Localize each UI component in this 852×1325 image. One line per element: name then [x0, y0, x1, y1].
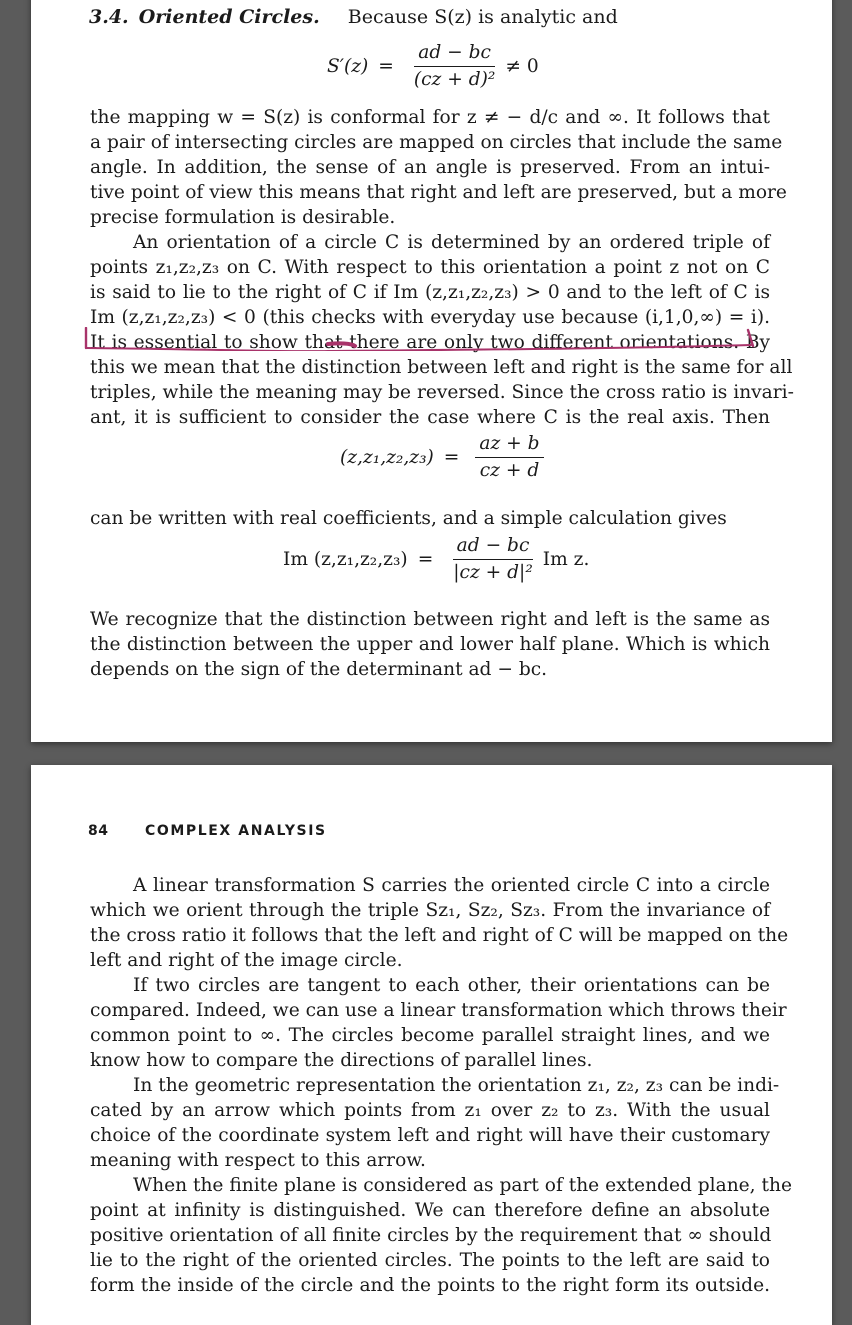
document-page-2: [31, 765, 832, 1325]
document-page-1: [31, 0, 832, 742]
text-line: common point to ∞. The circles become parallel straight lines, and we: [90, 1025, 770, 1046]
equation-relation: ≠ 0: [505, 56, 539, 77]
text-line: A linear transformation S carries the oriented circle C into a circle: [133, 875, 770, 896]
equation-lhs: S′(z): [327, 56, 369, 77]
equation-lhs: Im (z,z₁,z₂,z₃): [283, 549, 408, 570]
text-line: If two circles are tangent to each other, their orientations can be: [133, 975, 770, 996]
text-line: depends on the sign of the determinant ad − bc.: [90, 659, 548, 680]
text-line: is said to lie to the right of C if Im (z,z₁,z₂,z₃) > 0 and to the left of C is: [90, 282, 770, 303]
text-line: In the geometric representation the orientation z₁, z₂, z₃ can be indi-: [133, 1075, 780, 1096]
text-line: precise formulation is desirable.: [90, 207, 396, 228]
text-line: the mapping w = S(z) is conformal for z ≠ − d/c and ∞. It follows that: [90, 107, 770, 128]
running-head-title: COMPLEX ANALYSIS: [144, 823, 327, 839]
text-line: angle. In addition, the sense of an angle is preserved. From an intui-: [90, 157, 770, 178]
equation-lhs: (z,z₁,z₂,z₃): [340, 447, 434, 468]
fraction-denominator: cz + d: [479, 460, 540, 481]
equation-imaginary-part: [283, 535, 589, 584]
running-head: [88, 823, 327, 839]
equation-equals: =: [417, 549, 434, 570]
equation-fraction: [410, 42, 499, 91]
text-line: cated by an arrow which points from z₁ over z₂ to z₃. With the usual: [90, 1100, 770, 1121]
text-line: form the inside of the circle and the points to the right form its outside.: [90, 1275, 770, 1296]
equation-equals: =: [378, 56, 394, 77]
text-line: a pair of intersecting circles are mapped on circles that include the same: [90, 132, 783, 153]
text-line: tive point of view this means that right and left are preserved, but a more: [90, 182, 787, 203]
equation-fraction: [475, 433, 543, 482]
equation-derivative: [327, 42, 539, 91]
text-line: choice of the coordinate system left and right will have their customary: [90, 1125, 770, 1146]
text-line: the cross ratio it follows that the left and right of C will be mapped on the: [90, 925, 789, 946]
equation-fraction: [449, 535, 537, 584]
section-heading: [89, 5, 618, 29]
fraction-denominator: |cz + d|²: [453, 562, 533, 583]
text-line: When the finite plane is considered as part of the extended plane, the: [133, 1175, 792, 1196]
fraction-numerator: ad − bc: [414, 42, 495, 67]
heading-lead-text: Because S(z) is analytic and: [347, 6, 618, 28]
text-line: triples, while the meaning may be reversed. Since the cross ratio is invari-: [90, 382, 794, 403]
highlighted-text-line: It is essential to show that there are only two different orientations. By: [90, 332, 770, 353]
equation-rhs: Im z.: [542, 549, 590, 570]
text-line: lie to the right of the oriented circles. The points to the left are said to: [90, 1250, 770, 1271]
section-number: 3.4.: [89, 6, 129, 28]
text-line: left and right of the image circle.: [90, 950, 403, 971]
text-line: this we mean that the distinction between left and right is the same for all: [90, 357, 793, 378]
text-line: can be written with real coefficients, and a simple calculation gives: [90, 508, 727, 529]
equation-cross-ratio: [340, 433, 550, 482]
equation-equals: =: [443, 447, 460, 468]
fraction-denominator: (cz + d)²: [413, 69, 496, 90]
text-line: Im (z,z₁,z₂,z₃) < 0 (this checks with everyday use because (i,1,0,∞) = i).: [90, 307, 770, 328]
text-line: point at infinity is distinguished. We can therefore define an absolute: [90, 1200, 770, 1221]
text-line: compared. Indeed, we can use a linear transformation which throws their: [90, 1000, 787, 1021]
text-line: An orientation of a circle C is determined by an ordered triple of: [133, 232, 770, 253]
text-line: ant, it is sufficient to consider the case where C is the real axis. Then: [90, 407, 770, 428]
text-line: know how to compare the directions of parallel lines.: [90, 1050, 593, 1071]
fraction-numerator: az + b: [475, 433, 543, 458]
text-line: meaning with respect to this arrow.: [90, 1150, 426, 1171]
section-title: Oriented Circles.: [138, 6, 320, 28]
text-line: which we orient through the triple Sz₁, Sz₂, Sz₃. From the invariance of: [90, 900, 770, 921]
text-line: positive orientation of all finite circles by the requirement that ∞ should: [90, 1225, 772, 1246]
text-line: We recognize that the distinction between right and left is the same as: [90, 609, 770, 630]
text-line: the distinction between the upper and lower half plane. Which is which: [90, 634, 770, 655]
page-number: 84: [88, 823, 109, 839]
text-line: points z₁,z₂,z₃ on C. With respect to this orientation a point z not on C: [90, 257, 770, 278]
fraction-numerator: ad − bc: [453, 535, 534, 560]
